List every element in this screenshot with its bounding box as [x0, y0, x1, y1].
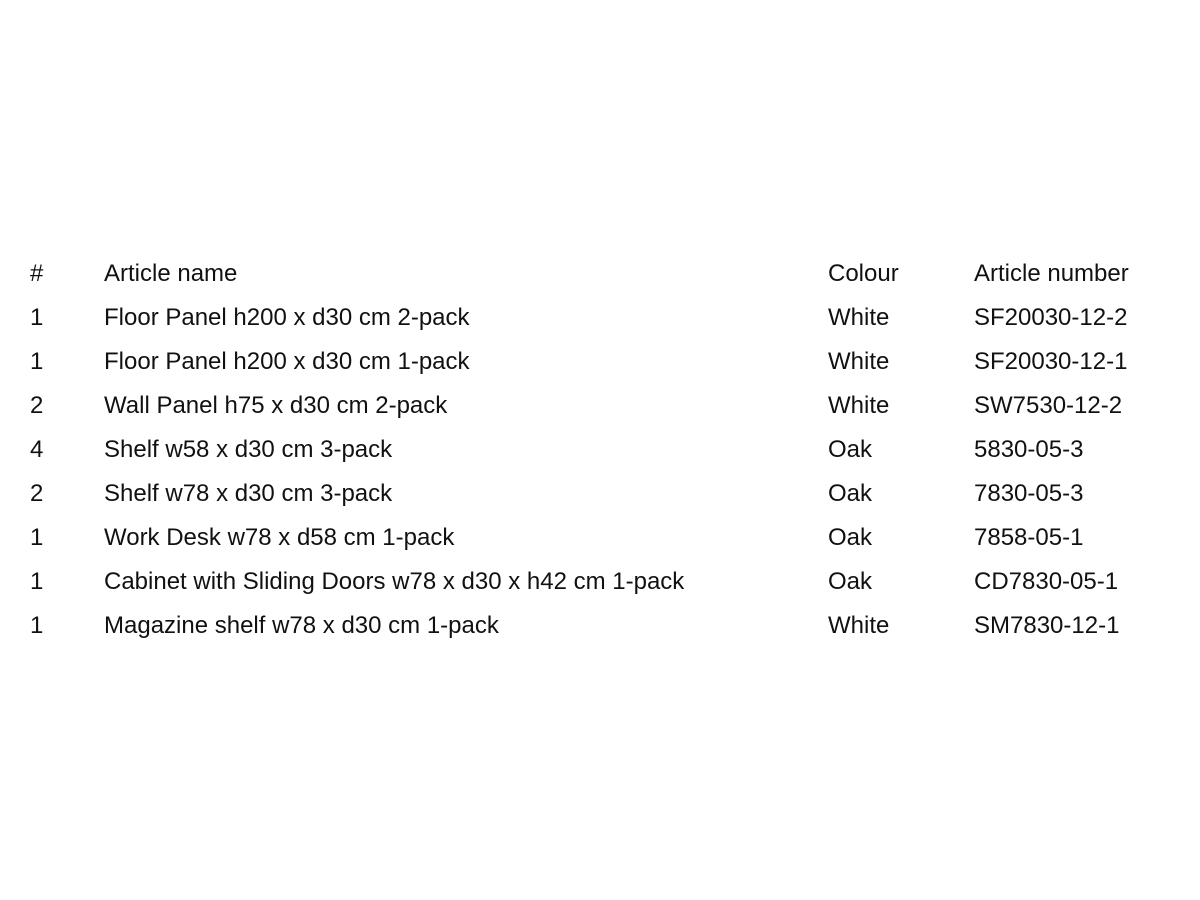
table-row	[30, 340, 1170, 384]
header-colour: Colour	[828, 260, 899, 287]
cell-colour: White	[828, 612, 890, 639]
table-body	[30, 296, 1170, 648]
cell-article-name: Shelf w58 x d30 cm 3-pack	[104, 436, 393, 463]
cell-quantity: 1	[30, 348, 44, 375]
cell-colour: Oak	[828, 524, 873, 551]
cell-article-number: 7830-05-3	[974, 480, 1084, 507]
cell-article-name: Cabinet with Sliding Doors w78 x d30 x h42 cm 1-pack	[104, 568, 685, 595]
table-row	[30, 516, 1170, 560]
cell-colour: White	[828, 304, 890, 331]
table-row	[30, 604, 1170, 648]
cell-quantity: 1	[30, 612, 44, 639]
header-quantity: #	[30, 260, 44, 287]
table-row	[30, 296, 1170, 340]
cell-article-name: Floor Panel h200 x d30 cm 1-pack	[104, 348, 470, 375]
cell-article-name: Shelf w78 x d30 cm 3-pack	[104, 480, 393, 507]
cell-article-name: Magazine shelf w78 x d30 cm 1-pack	[104, 612, 499, 639]
cell-colour: Oak	[828, 436, 873, 463]
cell-colour: Oak	[828, 568, 873, 595]
cell-colour: White	[828, 392, 890, 419]
cell-article-name: Floor Panel h200 x d30 cm 2-pack	[104, 304, 470, 331]
cell-colour: White	[828, 348, 890, 375]
cell-colour: Oak	[828, 480, 873, 507]
cell-article-name: Wall Panel h75 x d30 cm 2-pack	[104, 392, 448, 419]
table-header	[30, 252, 1170, 296]
cell-quantity: 1	[30, 524, 44, 551]
cell-article-number: SM7830-12-1	[974, 612, 1120, 639]
cell-article-number: SF20030-12-1	[974, 348, 1128, 375]
cell-article-name: Work Desk w78 x d58 cm 1-pack	[104, 524, 455, 551]
cell-quantity: 1	[30, 304, 44, 331]
cell-article-number: SF20030-12-2	[974, 304, 1128, 331]
cell-quantity: 2	[30, 392, 44, 419]
parts-list-table	[30, 252, 1170, 648]
cell-article-number: SW7530-12-2	[974, 392, 1123, 419]
cell-article-number: 7858-05-1	[974, 524, 1084, 551]
cell-quantity: 1	[30, 568, 44, 595]
cell-quantity: 2	[30, 480, 44, 507]
table-row	[30, 472, 1170, 516]
table-row	[30, 428, 1170, 472]
cell-article-number: 5830-05-3	[974, 436, 1084, 463]
cell-quantity: 4	[30, 436, 44, 463]
table-row	[30, 384, 1170, 428]
table-row	[30, 560, 1170, 604]
header-row	[30, 252, 1170, 296]
cell-article-number: CD7830-05-1	[974, 568, 1119, 595]
header-article-name: Article name	[104, 260, 238, 287]
header-article-number: Article number	[974, 260, 1129, 287]
